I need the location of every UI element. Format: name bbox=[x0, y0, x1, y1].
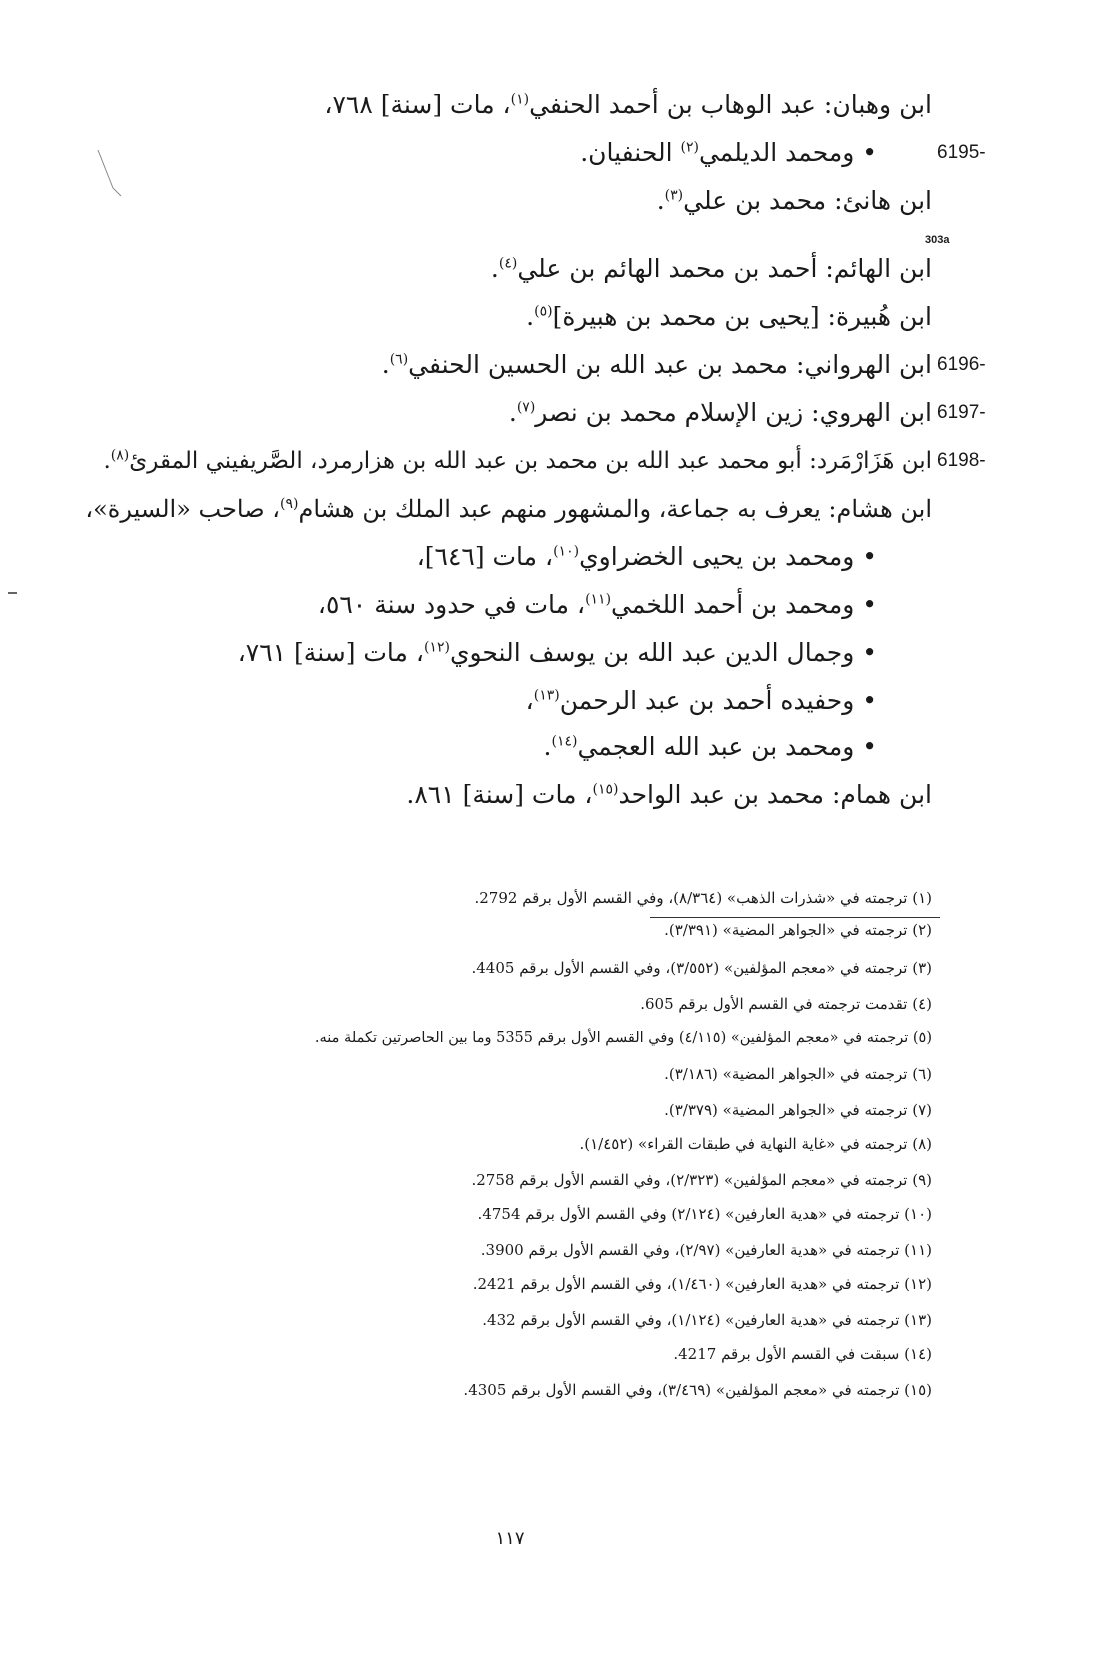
page-number: ١١٧ bbox=[495, 1528, 525, 1549]
entry-number: 6197- bbox=[937, 402, 986, 423]
footnote: (٣) ترجمته في «معجم المؤلفين» (٣/٥٥٢)، وفي القسم الأول برقم 4405. bbox=[471, 959, 932, 977]
entry-line: ابن هشام: يعرف به جماعة، والمشهور منهم عبد الملك بن هشام$^{(٩)}$، صاحب «السيرة»، bbox=[85, 495, 932, 523]
scan-artifact-mark bbox=[95, 148, 125, 198]
footnote: (٩) ترجمته في «معجم المؤلفين» (٢/٣٢٣)، وفي القسم الأول برقم 2758. bbox=[471, 1171, 932, 1189]
footnote: (١) ترجمته في «شذرات الذهب» (٨/٣٦٤)، وفي القسم الأول برقم 2792. bbox=[474, 889, 932, 907]
list-item: • ومحمد بن عبد الله العجمي$^{(١٤)}$. bbox=[543, 732, 877, 761]
entry-line: ابن الهروي: زين الإسلام محمد بن نصر$^{(٧)}$. bbox=[508, 398, 932, 427]
footnote: (١١) ترجمته في «هدية العارفين» (٢/٩٧)، وفي القسم الأول برقم 3900. bbox=[480, 1241, 932, 1259]
entry-line: • ومحمد الديلمي$^{(٢)}$ الحنفيان. bbox=[580, 138, 877, 167]
entry-line: ابن الهرواني: محمد بن عبد الله بن الحسين الحنفي$^{(٦)}$. bbox=[381, 350, 932, 379]
footnote: (١٠) ترجمته في «هدية العارفين» (٢/١٢٤) وفي القسم الأول برقم 4754. bbox=[477, 1205, 932, 1223]
entry-number: 6196- bbox=[937, 354, 986, 375]
footnote: (٦) ترجمته في «الجواهر المضية» (٣/١٨٦). bbox=[664, 1065, 932, 1083]
entry-line: ابن وهبان: عبد الوهاب بن أحمد الحنفي$^{(١)}$، مات [سنة] ٧٦٨، bbox=[324, 90, 932, 119]
footnote: (٥) ترجمته في «معجم المؤلفين» (٤/١١٥) وفي القسم الأول برقم 5355 وما بين الحاصرتين تكملة منه. bbox=[314, 1030, 932, 1046]
entry-line: ابن هانئ: محمد بن علي$^{(٣)}$. bbox=[656, 186, 932, 215]
list-item: • ومحمد بن يحيى الخضراوي$^{(١٠)}$، مات [٦٤٦]، bbox=[416, 542, 877, 571]
list-item: • ومحمد بن أحمد اللخمي$^{(١١)}$، مات في حدود سنة ٥٦٠، bbox=[317, 590, 877, 619]
entry-number: 6195- bbox=[937, 142, 986, 163]
entry-line: ابن هُبيرة: [يحيى بن محمد بن هبيرة]$^{(٥)}$. bbox=[526, 302, 932, 331]
list-item: • وحفيده أحمد بن عبد الرحمن$^{(١٣)}$، bbox=[525, 686, 877, 715]
footnote: (٧) ترجمته في «الجواهر المضية» (٣/٣٧٩). bbox=[664, 1101, 932, 1119]
footnote: (٤) تقدمت ترجمته في القسم الأول برقم 605. bbox=[640, 995, 932, 1013]
entry-line: ابن الهائم: أحمد بن محمد الهائم بن علي$^{(٤)}$. bbox=[490, 254, 932, 283]
entry-line: ابن هَزَارْمَرد: أبو محمد عبد الله بن محمد بن عبد الله بن هزارمرد، الصَّريفيني المقرئ$^{(٨)}$. bbox=[103, 447, 932, 474]
footnote: (٨) ترجمته في «غاية النهاية في طبقات القراء» (١/٤٥٢). bbox=[579, 1135, 932, 1153]
entry-number: 6198- bbox=[937, 450, 986, 471]
scan-artifact-dot bbox=[8, 592, 17, 594]
entry-line: ابن همام: محمد بن عبد الواحد$^{(١٥)}$، مات [سنة] ٨٦١. bbox=[406, 780, 932, 809]
footnote: (٢) ترجمته في «الجواهر المضية» (٣/٣٩١). bbox=[664, 921, 932, 939]
footnote: (١٢) ترجمته في «هدية العارفين» (١/٤٦٠)، وفي القسم الأول برقم 2421. bbox=[472, 1275, 932, 1293]
footnote: (١٥) ترجمته في «معجم المؤلفين» (٣/٤٦٩)، وفي القسم الأول برقم 4305. bbox=[463, 1381, 932, 1399]
manuscript-folio-marker: 303a bbox=[925, 234, 950, 246]
footnote: (١٣) ترجمته في «هدية العارفين» (١/١٢٤)، وفي القسم الأول برقم 432. bbox=[482, 1311, 932, 1329]
list-item: • وجمال الدين عبد الله بن يوسف النحوي$^{(١٢)}$، مات [سنة] ٧٦١، bbox=[237, 638, 877, 667]
footnote: (١٤) سبقت في القسم الأول برقم 4217. bbox=[673, 1345, 932, 1363]
